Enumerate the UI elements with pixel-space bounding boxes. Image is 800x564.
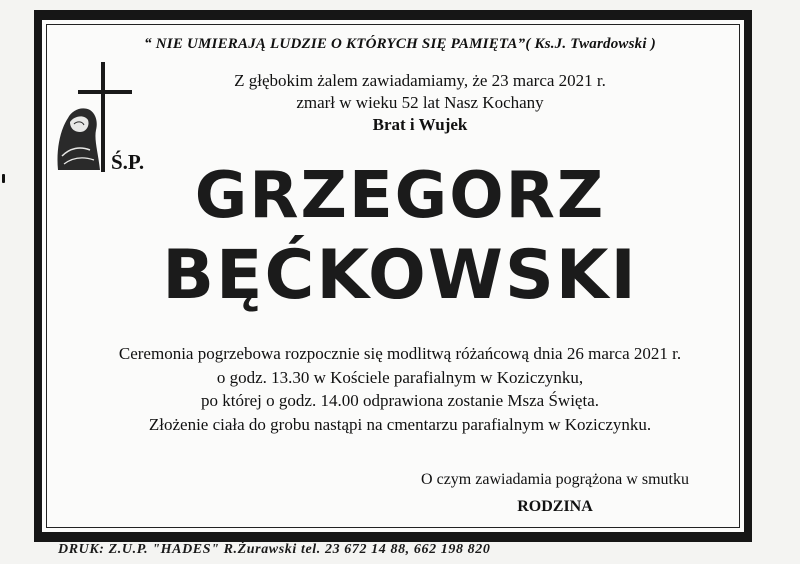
- relationship: Brat i Wujek: [372, 115, 468, 134]
- announcement-line-1: Z głębokim żalem zawiadamiamy, że 23 marca 2021 r.: [234, 71, 606, 90]
- first-name: GRZEGORZ: [194, 159, 606, 233]
- ceremony-details: [60, 342, 740, 436]
- announcement-line-2: zmarł w wieku 52 lat Nasz Kochany: [296, 93, 544, 112]
- closing-line: O czym zawiadamia pogrążona w smutku: [421, 471, 689, 488]
- last-name: BĘĆKOWSKI: [162, 236, 638, 315]
- scan-mark: [2, 174, 5, 183]
- family-signature: RODZINA: [517, 498, 593, 515]
- ceremony-line-1: Ceremonia pogrzebowa rozpocznie się modlitwą różańcową dnia 26 marca 2021 r.: [118, 344, 682, 363]
- announcement-text: [160, 70, 680, 136]
- ceremony-line-2: o godz. 13.30 w Kościele parafialnym w Koziczynku,: [216, 367, 584, 387]
- ceremony-line-4: Złożenie ciała do grobu nastąpi na cmentarzu parafialnym w Koziczynku.: [148, 414, 652, 434]
- ceremony-line-3: po której o godz. 14.00 odprawiona zostanie Msza Święta.: [201, 391, 599, 410]
- printer-footer: DRUK: Z.U.P. "HADES" R.Żurawski tel. 23 672 14 88, 662 198 820: [58, 542, 491, 557]
- sp-prefix: Ś.P.: [111, 150, 145, 174]
- motto-quote: “ NIE UMIERAJĄ LUDZIE O KTÓRYCH SIĘ PAMIĘTA”: [144, 36, 526, 52]
- closing-signature: [390, 466, 720, 520]
- motto-author: ( Ks.J. Twardowski ): [525, 36, 656, 52]
- motto: [0, 36, 800, 53]
